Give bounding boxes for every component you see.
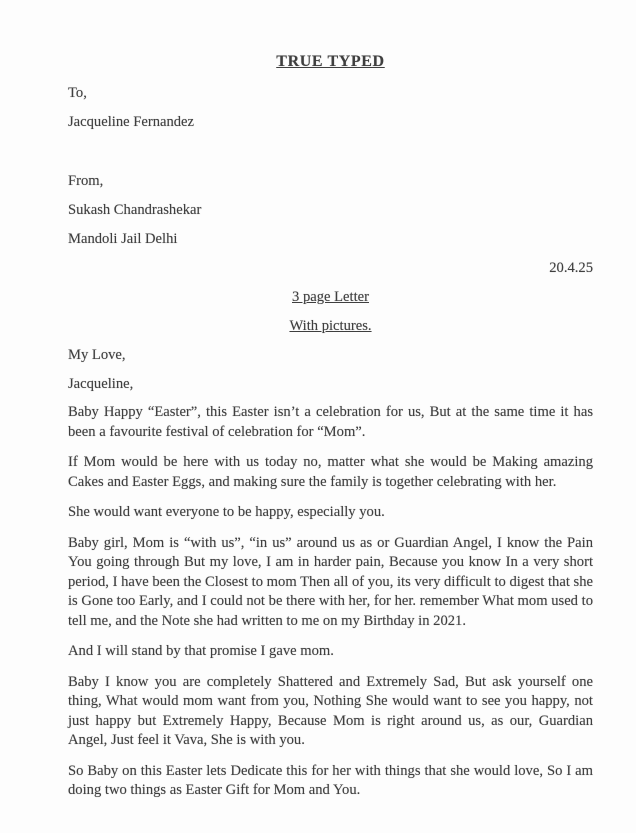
sender-address: Mandoli Jail Delhi bbox=[68, 231, 178, 247]
to-label: To, bbox=[68, 85, 87, 101]
subject-line-2: With pictures. bbox=[289, 318, 372, 334]
letter-paragraph-7: So Baby on this Easter lets Dedicate this for her with things that she would love, So I am doing two things as Easter Gift for Mom and You. bbox=[68, 762, 593, 798]
sender-name: Sukash Chandrashekar bbox=[68, 202, 202, 218]
from-label: From, bbox=[68, 173, 104, 189]
letter-title: TRUE TYPED bbox=[276, 53, 385, 70]
salutation-line-1: My Love, bbox=[68, 347, 126, 363]
letter-paragraph-4: Baby girl, Mom is “with us”, “in us” around us as or Guardian Angel, I know the Pain You going through But my love, I am in harder pain, Because you know In a very short period, I have been the Closest to mom Then all of you, its very difficult to digest that she is Gone too Early, and I could not be there with her, for her. remember What mom used to tell me, and the Note she had written to me on my Birthday in 2021. bbox=[68, 534, 593, 629]
salutation-line-2: Jacqueline, bbox=[68, 376, 134, 392]
letter-paragraph-1: Baby Happy “Easter”, this Easter isn’t a celebration for us, But at the same time it has been a favourite festival of celebration for “Mom”. bbox=[68, 404, 593, 440]
blank-space bbox=[68, 141, 593, 171]
letter-paragraph-3: She would want everyone to be happy, especially you. bbox=[68, 504, 385, 520]
recipient-name: Jacqueline Fernandez bbox=[68, 114, 195, 130]
letter-paragraph-2: If Mom would be here with us today no, matter what she would be Making amazing Cakes and Easter Eggs, and making sure the family is together celebrating with her. bbox=[68, 454, 593, 490]
subject-line-1: 3 page Letter bbox=[292, 289, 369, 305]
letter-paragraph-5: And I will stand by that promise I gave mom. bbox=[68, 643, 334, 659]
letter-paragraph-6: Baby I know you are completely Shattered and Extremely Sad, But ask yourself one thing, What would mom want from you, Nothing She would want to see you happy, not just happy but Extremely Happy, Because Mom is right around us, as our, Guardian Angel, Just feel it Vava, She is with you. bbox=[68, 673, 593, 748]
letter-date: 20.4.25 bbox=[549, 260, 593, 276]
